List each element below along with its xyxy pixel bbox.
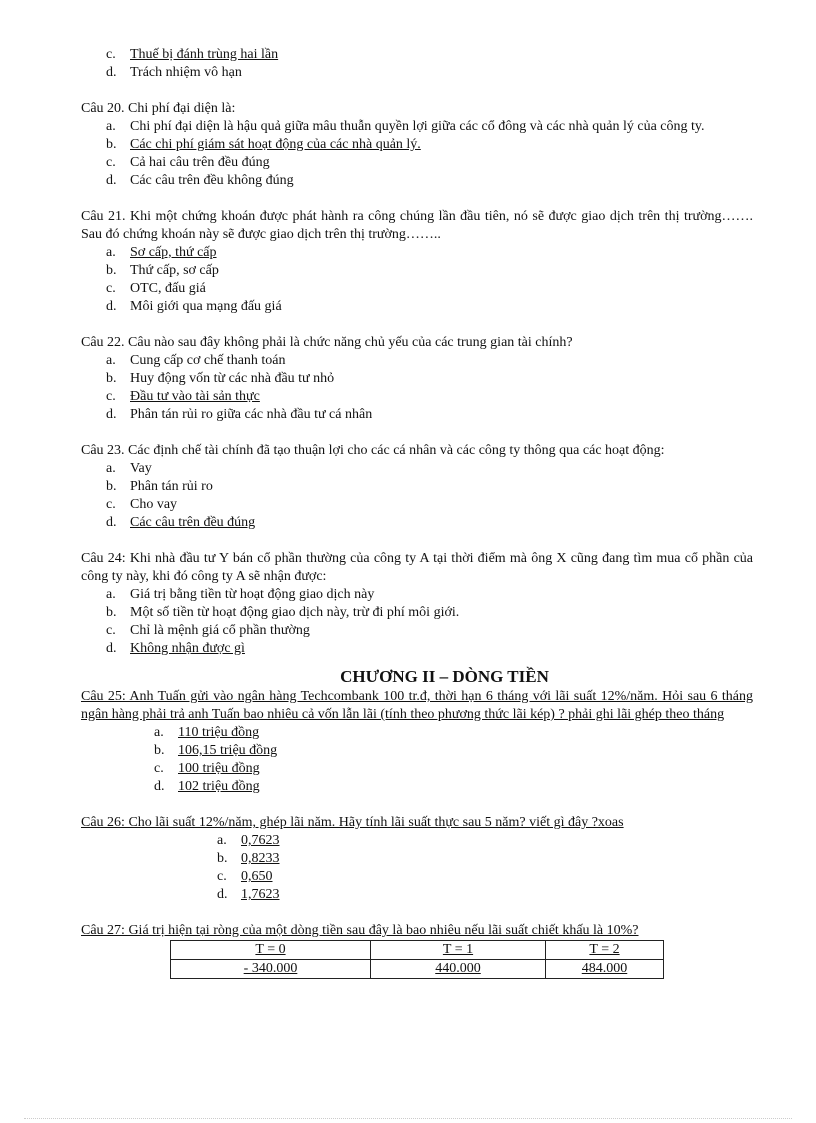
cash-flow-value-t1: 440.000 <box>371 960 546 979</box>
q24-stem: Câu 24: Khi nhà đầu tư Y bán cổ phần thường của công ty A tại thời điểm mà ông X cũng đang tìm mua cổ phần của công ty này, khi đó công ty A sẽ nhận được: <box>81 551 753 584</box>
cash-flow-value-t0: - 340.000 <box>171 960 371 979</box>
q26-option-b: b. 0,8233 <box>217 851 280 866</box>
q23-options <box>81 460 753 532</box>
chapter-heading: CHƯƠNG II – DÒNG TIỀN <box>340 667 549 686</box>
q22-options <box>81 352 753 424</box>
q24-option-a: a. Giá trị bằng tiền từ hoạt động giao dịch này <box>106 587 375 602</box>
q20-stem: Câu 20. Chi phí đại diện là: <box>81 101 236 116</box>
q20-option-b: b. Các chi phí giám sát hoạt động của các nhà quản lý. <box>106 137 421 152</box>
q20-option-c: c. Cả hai câu trên đều đúng <box>106 155 270 170</box>
q19-option-c: c. Thuế bị đánh trùng hai lần <box>106 47 279 62</box>
q22-option-a: a. Cung cấp cơ chế thanh toán <box>106 353 286 368</box>
q20-option-d: d. Các câu trên đều không đúng <box>106 173 294 188</box>
cash-flow-header-row <box>171 941 664 960</box>
q19-options <box>81 46 753 82</box>
q25-option-c: c. 100 triệu đồng <box>154 761 260 776</box>
page-bottom-divider <box>24 1118 792 1119</box>
q25-option-a: a. 110 triệu đồng <box>154 725 260 740</box>
q23-option-c: c. Cho vay <box>106 497 178 512</box>
q25-options <box>81 724 753 796</box>
q26-option-a: a. 0,7623 <box>217 833 280 848</box>
q21-option-b: b. Thứ cấp, sơ cấp <box>106 263 219 278</box>
q24-options <box>81 586 753 658</box>
q26-option-c: c. 0,650 <box>217 869 273 884</box>
q21-option-d: d. Môi giới qua mạng đấu giá <box>106 299 282 314</box>
q26-stem: Câu 26: Cho lãi suất 12%/năm, ghép lãi năm. Hãy tính lãi suất thực sau 5 năm? viết gì đây ?xoas <box>81 815 624 830</box>
cash-flow-header-t2: T = 2 <box>546 941 664 960</box>
q26-option-d: d. 1,7623 <box>217 887 280 902</box>
q21-option-c: c. OTC, đấu giá <box>106 281 206 296</box>
cash-flow-value-row <box>171 960 664 979</box>
q20-option-a: a. Chi phí đại diện là hậu quả giữa mâu thuẫn quyền lợi giữa các cổ đông và các nhà quản lý của công ty. <box>106 119 705 134</box>
q25-option-b: b. 106,15 triệu đồng <box>154 743 278 758</box>
q21-option-a: a. Sơ cấp, thứ cấp <box>106 245 217 260</box>
q22-option-d: d. Phân tán rủi ro giữa các nhà đầu tư cá nhân <box>106 407 373 422</box>
cash-flow-header-t1: T = 1 <box>371 941 546 960</box>
q23-option-b: b. Phân tán rủi ro <box>106 479 213 494</box>
q25-stem: Câu 25: Anh Tuấn gửi vào ngân hàng Techcombank 100 tr.đ, thời hạn 6 tháng với lãi suất 12%/năm. Hỏi sau 6 tháng ngân hàng phải trả anh Tuấn bao nhiêu cả vốn lẫn lãi (tính theo phương thức lãi kép) ? phải ghi lãi ghép theo tháng <box>81 689 753 722</box>
q23-option-a: a. Vay <box>106 461 152 476</box>
q27-stem: Câu 27: Giá trị hiện tại ròng của một dòng tiền sau đây là bao nhiêu nếu lãi suất chiết khấu là 10%? <box>81 923 639 938</box>
q19-option-d: d. Trách nhiệm vô hạn <box>106 65 242 80</box>
cash-flow-table <box>170 940 664 979</box>
q22-option-b: b. Huy động vốn từ các nhà đầu tư nhỏ <box>106 371 335 386</box>
q23-option-d: d. Các câu trên đều đúng <box>106 515 256 530</box>
q21-stem: Câu 21. Khi một chứng khoán được phát hành ra công chúng lần đầu tiên, nó sẽ được giao dịch trên thị trường……. Sau đó chứng khoán này sẽ được giao dịch trên thị trường…….. <box>81 209 753 242</box>
q23-stem: Câu 23. Các định chế tài chính đã tạo thuận lợi cho các cá nhân và các công ty thông qua các hoạt động: <box>81 443 665 458</box>
q24-option-d: d. Không nhận được gì <box>106 641 245 656</box>
q24-option-b: b. Một số tiền từ hoạt động giao dịch này, trừ đi phí môi giới. <box>106 605 460 620</box>
q26-options <box>81 832 753 904</box>
q25-option-d: d. 102 triệu đồng <box>154 779 260 794</box>
cash-flow-header-t0: T = 0 <box>171 941 371 960</box>
cash-flow-value-t2: 484.000 <box>546 960 664 979</box>
document-page <box>81 46 753 979</box>
q20-options <box>81 118 753 190</box>
q24-option-c: c. Chỉ là mệnh giá cổ phần thường <box>106 623 310 638</box>
q22-option-c: c. Đầu tư vào tài sản thực <box>106 389 260 404</box>
q22-stem: Câu 22. Câu nào sau đây không phải là chức năng chủ yếu của các trung gian tài chính? <box>81 335 573 350</box>
q21-options <box>81 244 753 316</box>
